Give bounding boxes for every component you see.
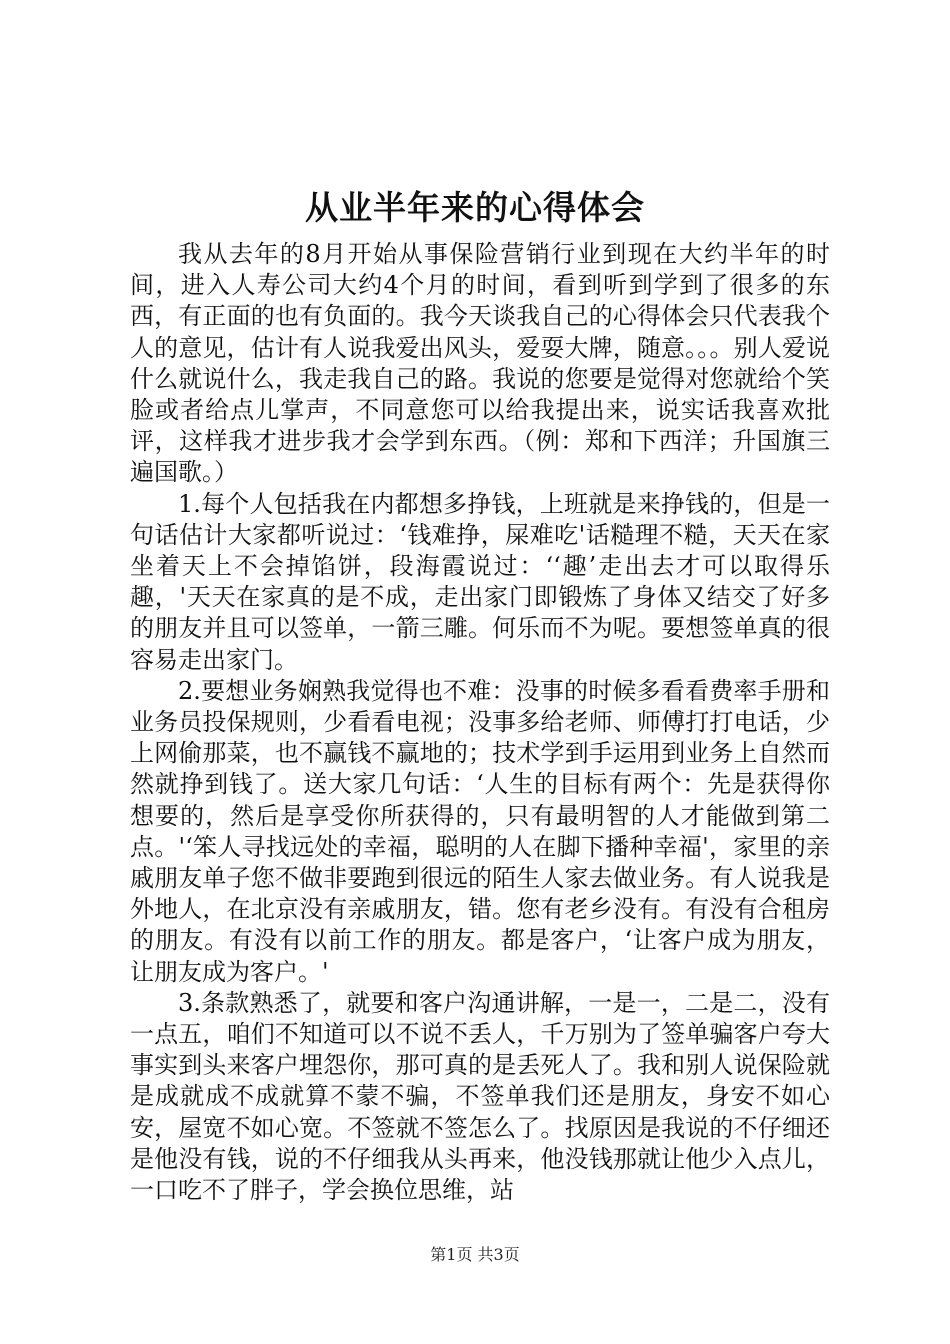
document-title: 从业半年来的心得体会 [305,188,645,227]
paragraph-point-1: 1.每个人包括我在内都想多挣钱，上班就是来挣钱的，但是一句话估计大家都听说过：‘钱难挣，屎难吃'话糙理不糙，天天在家坐着天上不会掉馅饼，段海霞说过：‘‘趣’走出去才可以取得乐趣，'天天在家真的是不成，走出家门即锻炼了身体又结交了好多的朋友并且可以签单，一箭三雕。何乐而不为呢。要想签单真的很容易走出家门。 [130,489,830,674]
document-body [130,239,830,1206]
page-number-footer: 第1页 共3页 [430,1245,520,1264]
intro-paragraph: 我从去年的8月开始从事保险营销行业到现在大约半年的时间，进入人寿公司大约4个月的时间，看到听到学到了很多的东西，有正面的也有负面的。我今天谈我自己的心得体会只代表我个人的意见，估计有人说我爱出风头，爱耍大牌，随意。。。别人爱说什么就说什么，我走我自己的路。我说的您要是觉得对您就给个笑脸或者给点儿掌声，不同意您可以给我提出来，说实话我喜欢批评，这样我才进步我才会学到东西。（例：郑和下西洋；升国旗三遍国歌。） [130,240,830,487]
paragraph-point-3: 3.条款熟悉了，就要和客户沟通讲解，一是一，二是二，没有一点五，咱们不知道可以不说不丢人，千万别为了签单骗客户夸大事实到头来客户埋怨你，那可真的是丢死人了。我和别人说保险就是成就成不成就算不蒙不骗，不签单我们还是朋友，身安不如心安，屋宽不如心宽。不签就不签怎么了。找原因是我说的不仔细还是他没有钱，说的不仔细我从头再来，他没钱那就让他少入点儿，一口吃不了胖子，学会换位思维，站 [130,988,830,1205]
paragraph-point-2: 2.要想业务娴熟我觉得也不难：没事的时候多看看费率手册和业务员投保规则，少看看电视；没事多给老师、师傅打打电话，少上网偷那菜，也不赢钱不赢地的；技术学到手运用到业务上自然而然就挣到钱了。送大家几句话：‘人生的目标有两个：先是获得你想要的，然后是享受你所获得的，只有最明智的人才能做到第二点。'‘笨人寻找远处的幸福，聪明的人在脚下播种幸福'，家里的亲戚朋友单子您不做非要跑到很远的陌生人家去做业务。有人说我是外地人，在北京没有亲戚朋友，错。您有老乡没有。有没有合租房的朋友。有没有以前工作的朋友。都是客户，‘让客户成为朋友，让朋友成为客户。' [130,676,830,986]
